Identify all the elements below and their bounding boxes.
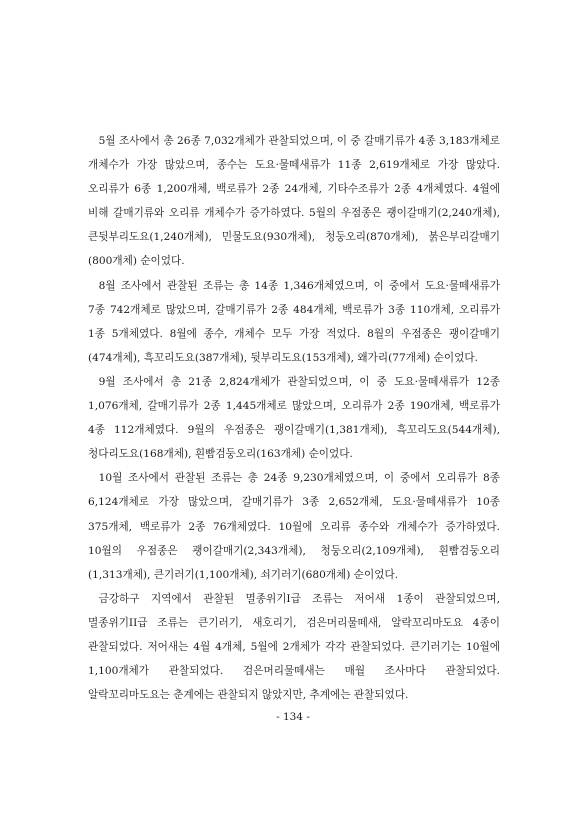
paragraph-august-survey: 8월 조사에서 관찰된 조류는 총 14종 1,346개체였으며, 이 중에서 도요·물떼새류가 7종 742개체로 많았으며, 갈매기류가 2종 484개체, 백로류가 3종 110개체, 오리류가 1종 5개체였다. 8월에 종수, 개체수 모두 가장 적었다. 8월의 우점종은 괭이갈매기(474개체), 흑꼬리도요(387개체), 뒷부리도요(153개체), 왜가리(77개체) 순이었다.	[88, 279, 500, 364]
paragraph-september-survey: 9월 조사에서 총 21종 2,824개체가 관찰되었으며, 이 중 도요·물떼새류가 12종 1,076개체, 갈매기류가 2종 1,445개체로 많았으며, 오리류가 2종 190개체, 백로류가 4종 112개체였다. 9월의 우점종은 괭이갈매기(1,381개체), 흑꼬리도요(544개체), 청다리도요(168개체), 흰빰검둥오리(163개체) 순이었다.	[88, 375, 500, 461]
paragraph-may-survey: 5월 조사에서 총 26종 7,032개체가 관찰되었으며, 이 중 갈매기류가 4종 3,183개체로 개체수가 가장 많았으며, 종수는 도요·물떼새류가 11종 2,619개체로 가장 많았다. 오리류가 6종 1,200개체, 백로류가 2종 24개체, 기타수조류가 2종 4개체였다. 4월에 비해 갈매기류와 오리류 개체수가 증가하였다. 5월의 우점종은 괭이갈매기(2,240개체), 큰뒷부리도요(1,240개체), 민물도요(930개체), 청둥오리(870개체), 붉은부리갈매기(800개체) 순이었다.	[88, 135, 500, 268]
body-text	[88, 129, 500, 707]
paragraph-october-survey: 10월 조사에서 관찰된 조류는 총 24종 9,230개체였으며, 이 중에서 오리류가 8종 6,124개체로 가장 많았으며, 갈매기류가 3종 2,652개체, 도요·물떼새류가 10종 375개체, 백로류가 2종 76개체였다. 10월에 오리류 종수와 개체수가 증가하였다. 10월의 우점종은 괭이갈매기(2,343개체), 청둥오리(2,109개체), 흰빰검둥오리(1,313개체), 큰기러기(1,100개체), 쇠기러기(680개체) 순이었다.	[88, 472, 500, 581]
page-number: - 134 -	[276, 711, 310, 723]
paragraph-endangered-species: 금강하구 지역에서 관찰된 멸종위기I급 조류는 저어새 1종이 관찰되었으며, 멸종위기II급 조류는 큰기러기, 새호리기, 검은머리물떼새, 알락꼬리마도요 4종이 관찰되었다. 저어새는 4월 4개체, 5월에 2개체가 각각 관찰되었다. 큰기러기는 10월에 1,100개체가 관찰되었다. 검은머리물떼새는 매월 조사마다 관찰되었다. 알락꼬리마도요는 춘계에는 관찰되지 않았지만, 추계에는 관찰되었다.	[88, 592, 500, 702]
